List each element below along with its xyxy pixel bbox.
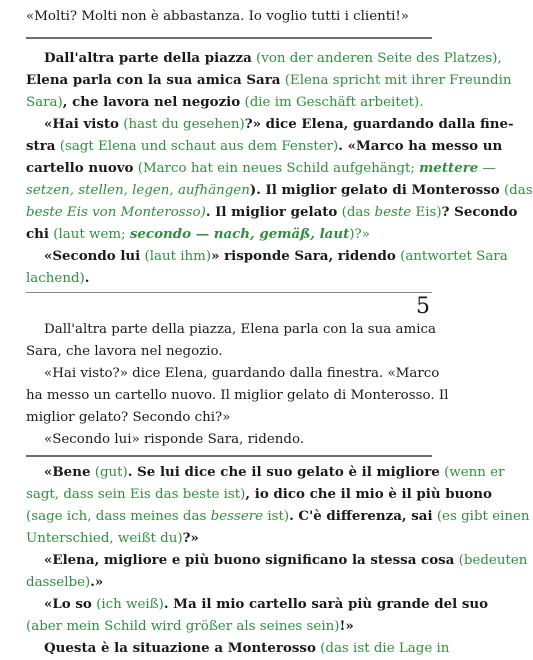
text-line: chi (laut wem; secondo — nach, gemäß, laut)?»: [26, 226, 370, 242]
text-line: Questa è la situazione a Monterosso (das ist die Lage in: [44, 640, 450, 656]
text-line: «Bene (gut). Se lui dice che il suo gelato è il migliore (wenn er: [44, 464, 505, 480]
text-line: beste Eis von Monterosso). Il miglior gelato (das beste Eis)? Secondo: [26, 204, 518, 220]
text-line: miglior gelato? Secondo chi?»: [26, 410, 231, 425]
text-line: «Elena, migliore e più buono significano la stessa cosa (bedeuten: [44, 552, 528, 568]
text-line: «Hai visto?» dice Elena, guardando dalla finestra. «Marco: [44, 366, 440, 381]
top-dialogue-line: «Molti? Molti non è abbastanza. Io voglio tutti i clienti!»: [26, 9, 409, 24]
section-divider-top: [26, 37, 432, 39]
section-divider-bottom: [26, 455, 432, 457]
section-divider: [26, 292, 432, 293]
text-line: dasselbe).»: [26, 574, 104, 590]
page-number: 5: [416, 294, 430, 319]
text-line: «Lo so (ich weiß). Ma il mio cartello sarà più grande del suo: [44, 596, 489, 612]
text-line: setzen, stellen, legen, aufhängen). Il miglior gelato di Monterosso (das: [26, 182, 533, 198]
text-line: (sage ich, dass meines das bessere ist). C'è differenza, sai (es gibt einen: [26, 508, 530, 524]
text-line: «Hai visto (hast du gesehen)?» dice Elena, guardando dalla fine-: [44, 116, 514, 132]
text-line: Dall'altra parte della piazza (von der anderen Seite des Platzes),: [44, 50, 502, 66]
text-line: lachend).: [26, 270, 90, 286]
text-line: stra (sagt Elena und schaut aus dem Fenster). «Marco ha messo un: [26, 138, 503, 154]
text-line: sagt, dass sein Eis das beste ist), io dico che il mio è il più buono: [26, 486, 492, 502]
text-line: (aber mein Schild wird größer als seines sein)!»: [26, 618, 354, 634]
text-line: Sara), che lavora nel negozio (die im Geschäft arbeitet).: [26, 94, 424, 110]
text-line: ha messo un cartello nuovo. Il miglior gelato di Monterosso. Il: [26, 388, 449, 403]
text-line: cartello nuovo (Marco hat ein neues Schild aufgehängt; mettere —: [26, 160, 496, 176]
text-line: Elena parla con la sua amica Sara (Elena spricht mit ihrer Freundin: [26, 72, 512, 88]
text-line: Unterschied, weißt du)?»: [26, 530, 199, 546]
text-line: «Secondo lui (laut ihm)» risponde Sara, ridendo (antwortet Sara: [44, 248, 508, 264]
text-line: Dall'altra parte della piazza, Elena parla con la sua amica: [44, 322, 436, 337]
text-line: Sara, che lavora nel negozio.: [26, 344, 223, 359]
text-line: «Secondo lui» risponde Sara, ridendo.: [44, 432, 305, 447]
